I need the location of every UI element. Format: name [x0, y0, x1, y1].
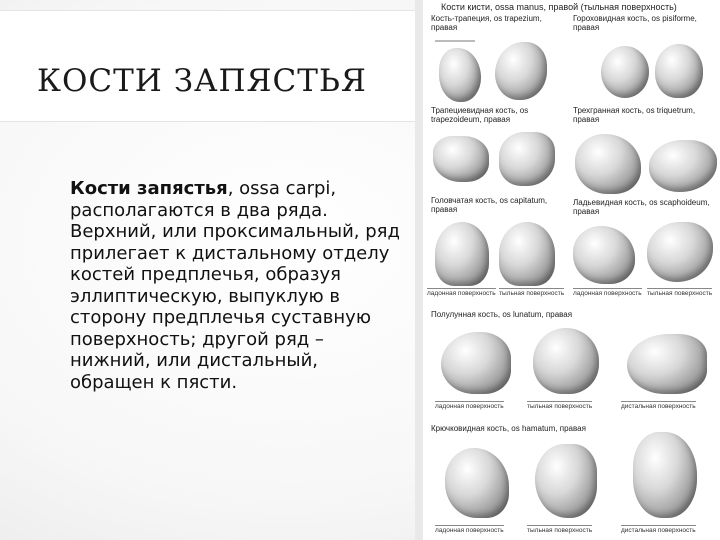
caption-hamatum: Крючковидная кость, os hamatum, правая — [431, 424, 586, 433]
bone-trapezium-dorsal — [495, 42, 547, 100]
view-label-palmar: ладонная поверхность — [435, 527, 504, 534]
tiny-label-line — [435, 40, 475, 42]
bone-hamatum-palmar — [445, 448, 509, 518]
view-label-palmar: ладонная поверхность — [427, 290, 496, 297]
bone-trapezoideum-2 — [499, 132, 555, 186]
view-label-palmar: ладонная поверхность — [573, 290, 642, 297]
caption-scaphoideum: Ладьевидная кость, os scaphoideum, правая — [573, 198, 710, 216]
bone-lunatum-dorsal — [533, 328, 599, 394]
caption-trapezoideum: Трапециевидная кость, os trapezoideum, правая — [431, 106, 529, 124]
caption-lunatum: Полулунная кость, os lunatum, правая — [431, 310, 573, 319]
view-label-distal: дистальная поверхность — [621, 403, 696, 410]
bone-capitatum-dorsal — [499, 222, 555, 286]
slide-title: КОСТИ ЗАПЯСТЬЯ — [37, 63, 367, 99]
caption-capitatum: Головчатая кость, os capitatum, правая — [431, 196, 548, 214]
bone-pisiforme-1 — [601, 46, 649, 98]
bone-hamatum-dorsal — [535, 444, 597, 518]
bone-lunatum-distal — [627, 334, 707, 394]
caption-trapezium: Кость-трапеция, os trapezium, правая — [431, 14, 542, 32]
view-label-dorsal: тыльная поверхность — [499, 290, 565, 297]
bone-scaphoideum-palmar — [573, 226, 635, 284]
body-text-rest: , ossa carpi, располагаются в два ряда. Верхний, или проксимальный, ряд прилегает к дистальному отделу костей предплечья, образуя эллиптическую, выпуклую в сторону предплечья суставную поверхность; другой ряд – нижний, или дистальный, обращен к пясти. — [70, 178, 400, 393]
body-paragraph — [70, 178, 408, 393]
title-panel — [0, 10, 418, 122]
bone-trapezium-palmar — [439, 48, 481, 102]
view-label-dorsal: тыльная поверхность — [527, 527, 593, 534]
carpal-bones-figure — [415, 0, 720, 540]
caption-pisiforme: Гороховидная кость, os pisiforme, правая — [573, 14, 697, 32]
body-term: Кости запястья — [70, 178, 228, 199]
view-label-dorsal: тыльная поверхность — [647, 290, 713, 297]
view-label-distal: дистальная поверхность — [621, 527, 696, 534]
figure-title: Кости кисти, ossa manus, правой (тыльная поверхность) — [441, 2, 677, 12]
view-label-palmar: ладонная поверхность — [435, 403, 504, 410]
caption-triquetrum: Трехгранная кость, os triquetrum, правая — [573, 106, 696, 124]
bone-triquetrum-2 — [649, 140, 717, 192]
bone-pisiforme-2 — [655, 44, 703, 98]
view-label-dorsal: тыльная поверхность — [527, 403, 593, 410]
bone-lunatum-palmar — [441, 332, 511, 394]
bone-trapezoideum-1 — [433, 136, 489, 182]
bone-triquetrum-1 — [575, 134, 641, 194]
bone-capitatum-palmar — [435, 222, 489, 286]
bone-scaphoideum-dorsal — [647, 222, 713, 282]
bone-hamatum-distal — [633, 432, 697, 518]
